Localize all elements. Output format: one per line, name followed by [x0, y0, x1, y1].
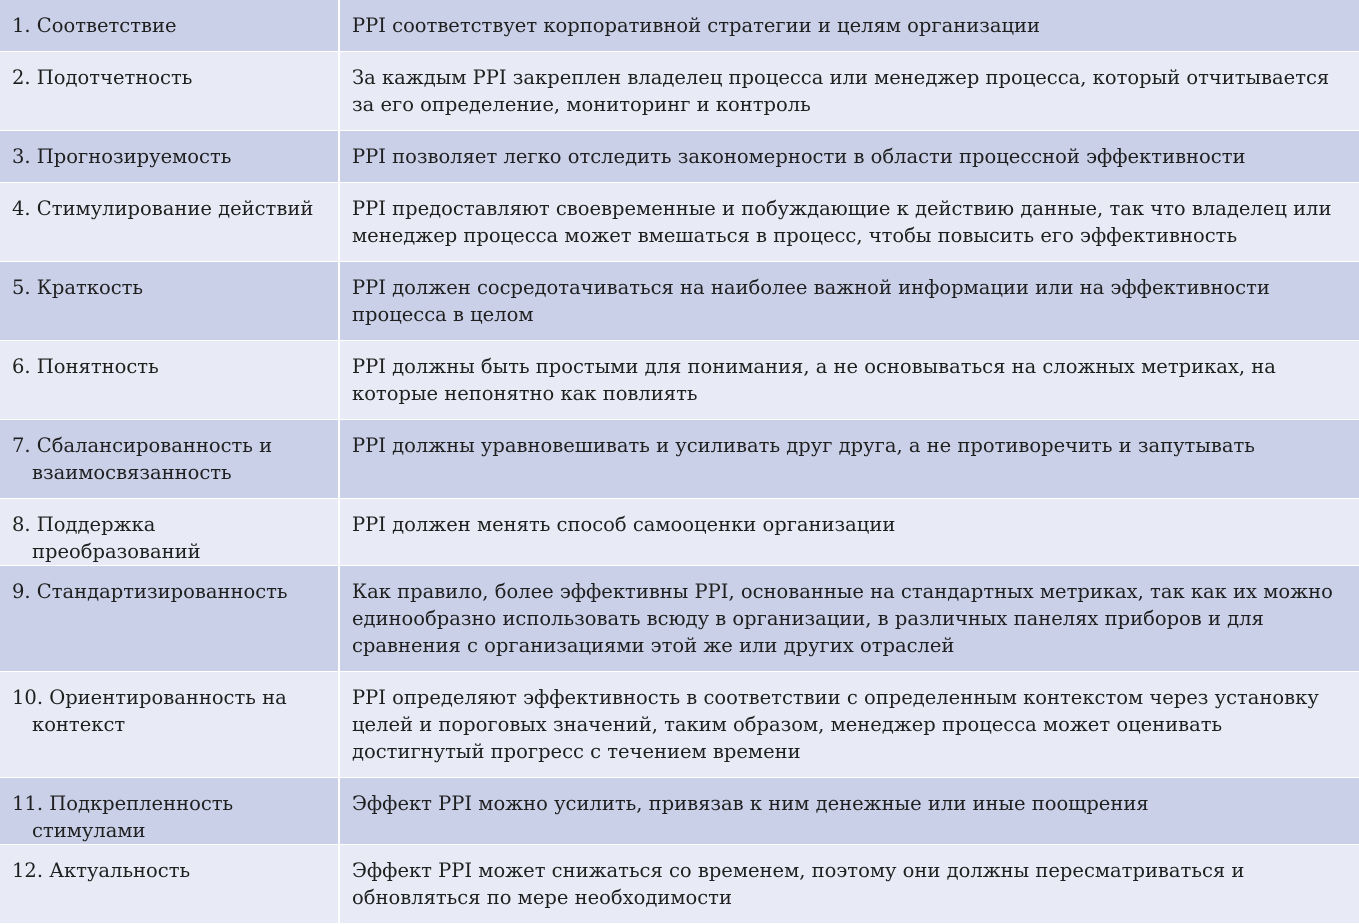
criterion-cell: 1. Соответствие	[0, 0, 339, 52]
criterion-cell: 12. Актуальность	[0, 845, 339, 924]
table-row	[0, 341, 1359, 420]
table-row	[0, 778, 1359, 845]
description-cell: Эффект PPI можно усилить, привязав к ним денежные или иные поощрения	[339, 778, 1359, 845]
table-row	[0, 499, 1359, 566]
criterion-cell: 8. Поддержка преобразований	[0, 499, 339, 566]
description-cell: PPI должен сосредотачиваться на наиболее важной информации или на эффективности процесса в целом	[339, 262, 1359, 341]
description-cell: PPI позволяет легко отследить закономерности в области процессной эффективности	[339, 131, 1359, 183]
description-cell: PPI предоставляют своевременные и побуждающие к действию данные, так что владелец или менеджер процесса может вмешаться в процесс, чтобы повысить его эффективность	[339, 183, 1359, 262]
criterion-cell: 10. Ориентированность на контекст	[0, 672, 339, 778]
criterion-cell: 6. Понятность	[0, 341, 339, 420]
table-row	[0, 131, 1359, 183]
criterion-cell: 4. Стимулирование действий	[0, 183, 339, 262]
description-cell: PPI соответствует корпоративной стратегии и целям организации	[339, 0, 1359, 52]
description-cell: PPI определяют эффективность в соответствии с определенным контекстом через установку целей и пороговых значений, таким образом, менеджер процесса может оценивать достигнутый прогресс с течением времени	[339, 672, 1359, 778]
table-row	[0, 0, 1359, 52]
table-row	[0, 183, 1359, 262]
criterion-cell: 11. Подкрепленность стимулами	[0, 778, 339, 845]
criterion-cell: 5. Краткость	[0, 262, 339, 341]
table-row	[0, 566, 1359, 672]
description-cell: PPI должен менять способ самооценки организации	[339, 499, 1359, 566]
criterion-cell: 2. Подотчетность	[0, 52, 339, 131]
table-row	[0, 52, 1359, 131]
criterion-cell: 3. Прогнозируемость	[0, 131, 339, 183]
description-cell: PPI должны быть простыми для понимания, а не основываться на сложных метриках, на которые непонятно как повлиять	[339, 341, 1359, 420]
table-row	[0, 672, 1359, 778]
table-row	[0, 420, 1359, 499]
description-cell: PPI должны уравновешивать и усиливать друг друга, а не противоречить и запутывать	[339, 420, 1359, 499]
description-cell: За каждым PPI закреплен владелец процесса или менеджер процесса, который отчитывается за его определение, мониторинг и контроль	[339, 52, 1359, 131]
criterion-cell: 7. Сбалансированность и взаимосвязанность	[0, 420, 339, 499]
criterion-cell: 9. Стандартизированность	[0, 566, 339, 672]
table-row	[0, 262, 1359, 341]
description-cell: Эффект PPI может снижаться со временем, поэтому они должны пересматриваться и обновляться по мере необходимости	[339, 845, 1359, 924]
description-cell: Как правило, более эффективны PPI, основанные на стандартных метриках, так как их можно единообразно использовать всюду в организации, в различных панелях приборов и для сравнения с организациями этой же или других отраслей	[339, 566, 1359, 672]
table-row	[0, 845, 1359, 924]
